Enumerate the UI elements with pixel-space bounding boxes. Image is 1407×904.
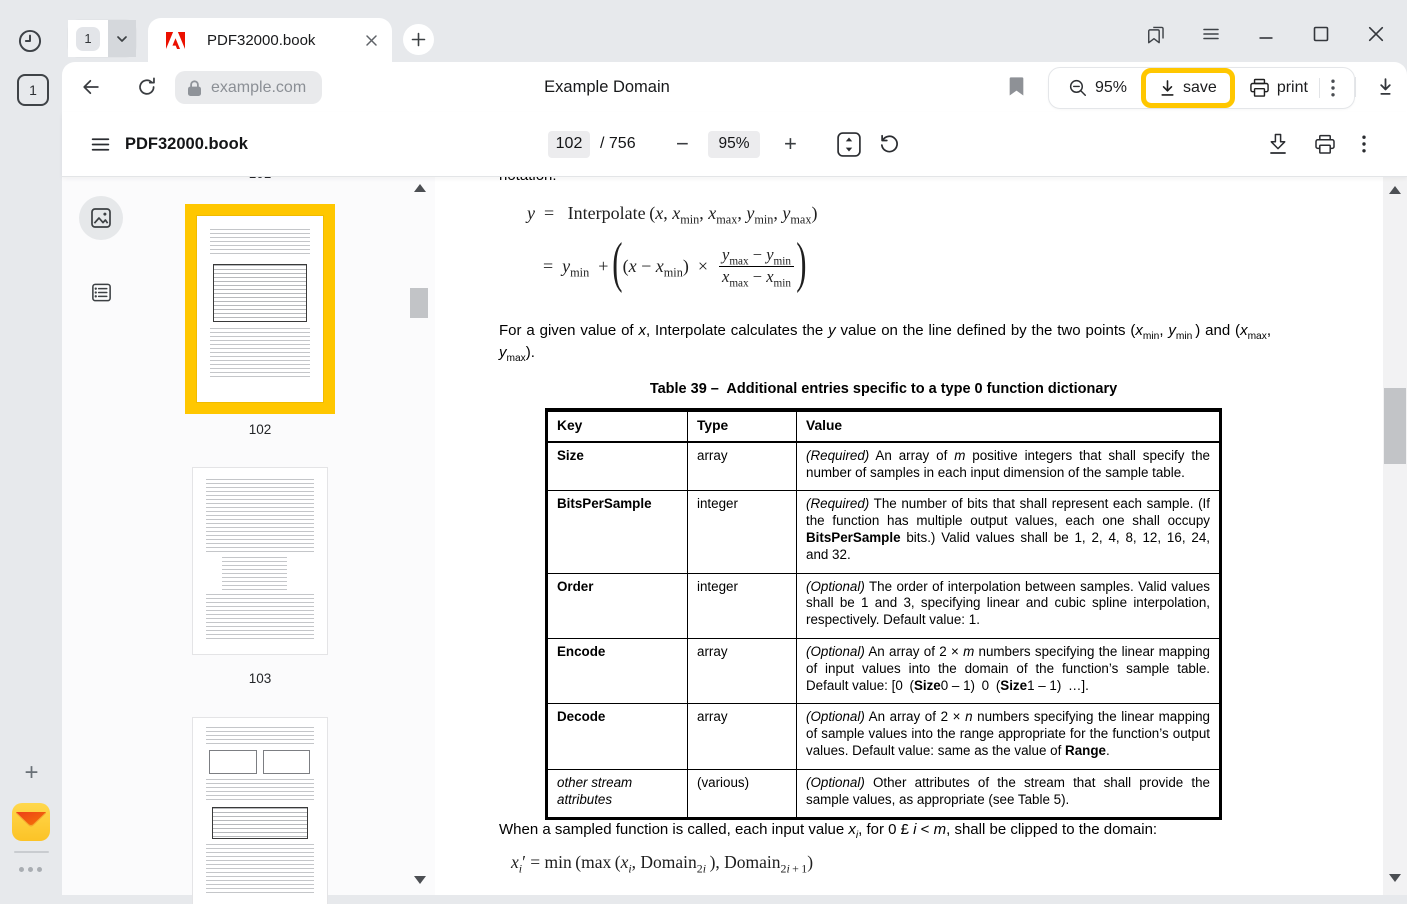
page-title: Example Domain	[544, 77, 670, 96]
cell-key: Decode	[547, 704, 688, 769]
pdf-sidebar-toggle-icon[interactable]	[90, 112, 111, 176]
cell-type: array	[688, 442, 797, 491]
rail-tab-count-label: 1	[29, 82, 37, 98]
table-header-row	[547, 410, 1221, 442]
table-row	[547, 704, 1221, 769]
doc-paragraph-interpolate: For a given value of x, Interpolate calculates the y value on the line defined by the two points ($x_{min}$, $y_{min}$ ) and ($x_{max}$, $y_{max}$).	[499, 322, 1271, 364]
eq-inner: $(x - x_{min})$ ×	[622, 255, 717, 280]
zoom-out-magnifier-icon	[1068, 78, 1088, 98]
sidebar-scroll-thumb[interactable]	[410, 288, 428, 318]
col-header-key: Key	[547, 410, 688, 442]
cell-value: (Optional) An array of 2 × n numbers specifying the linear mapping of sample values into the range appropriate for the function’s output values. Default value: same as the value of Range.	[797, 704, 1221, 769]
pdf-page-total: / 756	[600, 135, 636, 152]
col-header-type: Type	[688, 410, 797, 442]
reload-icon[interactable]	[136, 76, 158, 98]
pdf-page-input-wrap	[548, 112, 590, 176]
pdf-zoom-value[interactable]	[708, 112, 760, 176]
browser-menu-icon[interactable]	[1199, 22, 1223, 46]
doc-equation-interpolate: y = Interpolate (x, $x_{min}$, $x_{max}$, $y_{min}$, $y_{max}$)	[527, 203, 818, 227]
active-tab[interactable]	[148, 18, 392, 62]
pdf-page-view	[435, 176, 1383, 895]
page-thumbnail-103[interactable]	[193, 468, 327, 654]
printer-icon	[1249, 78, 1270, 98]
toolbar-divider	[1355, 77, 1356, 97]
cell-type: integer	[688, 491, 797, 573]
pdf-more-icon[interactable]	[1362, 112, 1366, 176]
window-minimize-button[interactable]	[1254, 22, 1278, 46]
doc-equation-clip: $x_i' = \min (\max$ ($x_i$, Domain$_{2i}$ ), Domain$_{2i + 1}$)	[511, 852, 814, 876]
url-text: example.com	[211, 78, 307, 96]
thumbnail-page-preview	[197, 216, 323, 402]
window-close-button[interactable]	[1364, 22, 1388, 46]
eq-open-paren: (	[612, 232, 623, 294]
thumbnails-view-icon[interactable]	[79, 196, 123, 240]
eq-lead: = $y_{min}$ +	[543, 255, 612, 280]
cell-value: (Required) The number of bits that shall represent each sample. (If the function has multiple output values, each one shall occupy BitsPerSample bits.) Valid values shall be 1, 2, 4, 8, 12, 16, 24, and 32.	[797, 491, 1221, 573]
eq-fraction-denominator: $x_{max} - x_{min}$	[719, 266, 794, 288]
tab-group-count-wrap	[68, 20, 108, 57]
browser-content-shell	[62, 62, 1407, 895]
chevron-down-icon[interactable]	[108, 20, 136, 57]
page-actions-group	[1048, 67, 1355, 109]
table-row	[547, 442, 1221, 491]
pdf-zoom-out-button[interactable]: −	[676, 131, 689, 156]
downloads-icon[interactable]	[1375, 76, 1396, 97]
rail-add-panel-icon[interactable]: +	[24, 758, 39, 786]
cell-type: integer	[688, 573, 797, 638]
page-thumbnail-102-selected[interactable]	[185, 204, 335, 414]
sidebar-scroll-up-icon[interactable]	[414, 184, 426, 192]
adobe-pdf-icon	[166, 32, 185, 49]
browser-tab-bar	[0, 0, 1407, 62]
more-actions-icon[interactable]	[1320, 79, 1346, 97]
outline-view-icon[interactable]	[79, 270, 123, 314]
zoom-value-label: 95%	[1095, 79, 1128, 96]
print-button[interactable]	[1238, 78, 1319, 98]
sidebar-scroll-down-icon[interactable]	[414, 876, 426, 884]
rail-tab-counter[interactable]	[17, 74, 49, 106]
table-row	[547, 638, 1221, 703]
eq-fraction-numerator: $y_{max} - y_{min}$	[721, 244, 791, 268]
main-scrollbar[interactable]	[1383, 176, 1407, 895]
cell-type: array	[688, 704, 797, 769]
print-label: print	[1276, 79, 1308, 96]
pdf-toolbar	[62, 112, 1407, 177]
pdf-rotate-icon[interactable]	[878, 112, 901, 176]
main-scroll-up-icon[interactable]	[1389, 186, 1401, 194]
pdf-zoom-label: 95%	[708, 131, 760, 158]
cell-key: Encode	[547, 638, 688, 703]
history-clock-icon[interactable]	[17, 28, 43, 54]
thumb-label-103: 103	[248, 671, 272, 686]
cell-value: (Optional) An array of 2 × m numbers specifying the linear mapping of input values into the domain of the function’s sample table. Default value: [0 (Size0 – 1) 0 (Size1 – 1) …].	[797, 638, 1221, 703]
address-bar[interactable]	[175, 71, 322, 104]
pdf-zoom-in-button[interactable]: +	[784, 131, 797, 156]
tab-group-control[interactable]	[68, 20, 136, 57]
bookmarks-panel-icon[interactable]	[1144, 22, 1168, 46]
table-39	[545, 408, 1222, 820]
yandex-mail-icon[interactable]	[12, 803, 50, 841]
download-arrow-icon	[1159, 79, 1176, 97]
cell-key: other stream attributes	[547, 769, 688, 819]
eq-fraction	[719, 245, 794, 287]
cell-key: Order	[547, 573, 688, 638]
doc-equation-interpolate-expanded	[543, 234, 807, 298]
pdf-doc-title: PDF32000.book	[125, 134, 248, 153]
page-thumbnail-104[interactable]	[193, 718, 327, 904]
cell-key: BitsPerSample	[547, 491, 688, 573]
pdf-content-area	[62, 176, 1407, 895]
save-button[interactable]	[1141, 68, 1235, 108]
main-scroll-thumb[interactable]	[1384, 388, 1406, 464]
tab-close-icon[interactable]	[365, 34, 378, 47]
table-caption: Table 39 – Additional entries specific to a type 0 function dictionary	[649, 381, 1118, 397]
rail-divider	[14, 851, 49, 853]
zoom-control[interactable]	[1057, 78, 1138, 98]
eq-close-paren: )	[796, 232, 807, 294]
cell-key: Size	[547, 442, 688, 491]
cell-value: (Required) An array of m positive integers that shall specify the number of samples in each input dimension of the sample table.	[797, 442, 1221, 491]
pdf-sidebar	[62, 176, 435, 895]
lock-icon	[187, 79, 202, 97]
cell-type: array	[688, 638, 797, 703]
pdf-download-icon[interactable]	[1268, 112, 1288, 176]
pdf-print-icon[interactable]	[1314, 112, 1336, 176]
tab-group-count: 1	[76, 27, 100, 51]
back-icon[interactable]	[80, 76, 102, 98]
doc-paragraph-sampled: When a sampled function is called, each input value $x_i$, for 0 £ i < m, shall be clipped to the domain:	[499, 821, 1158, 841]
cell-value: (Optional) Other attributes of the stream that shall provide the sample values, as appropriate (see Table 5).	[797, 769, 1221, 819]
browser-toolbar	[62, 62, 1407, 112]
pdf-fit-page-icon[interactable]	[836, 112, 862, 176]
new-tab-button[interactable]	[403, 24, 434, 55]
table-row	[547, 491, 1221, 573]
pdf-page-input[interactable]	[548, 131, 590, 158]
window-maximize-button[interactable]	[1309, 22, 1333, 46]
main-scroll-down-icon[interactable]	[1389, 874, 1401, 882]
save-label: save	[1183, 79, 1217, 96]
cell-type: (various)	[688, 769, 797, 819]
sidebar-scrollbar[interactable]	[408, 176, 432, 895]
table-row	[547, 573, 1221, 638]
table-row	[547, 769, 1221, 819]
cell-value: (Optional) The order of interpolation between samples. Valid values shall be 1 and 3, specifying linear and cubic spline interpolation, respectively. Default value: 1.	[797, 573, 1221, 638]
bookmark-flag-icon[interactable]	[1008, 76, 1025, 97]
col-header-value: Value	[797, 410, 1221, 442]
tab-title: PDF32000.book	[207, 31, 316, 49]
thumb-label-102: 102	[248, 422, 272, 437]
rail-more-icon[interactable]	[19, 867, 42, 872]
